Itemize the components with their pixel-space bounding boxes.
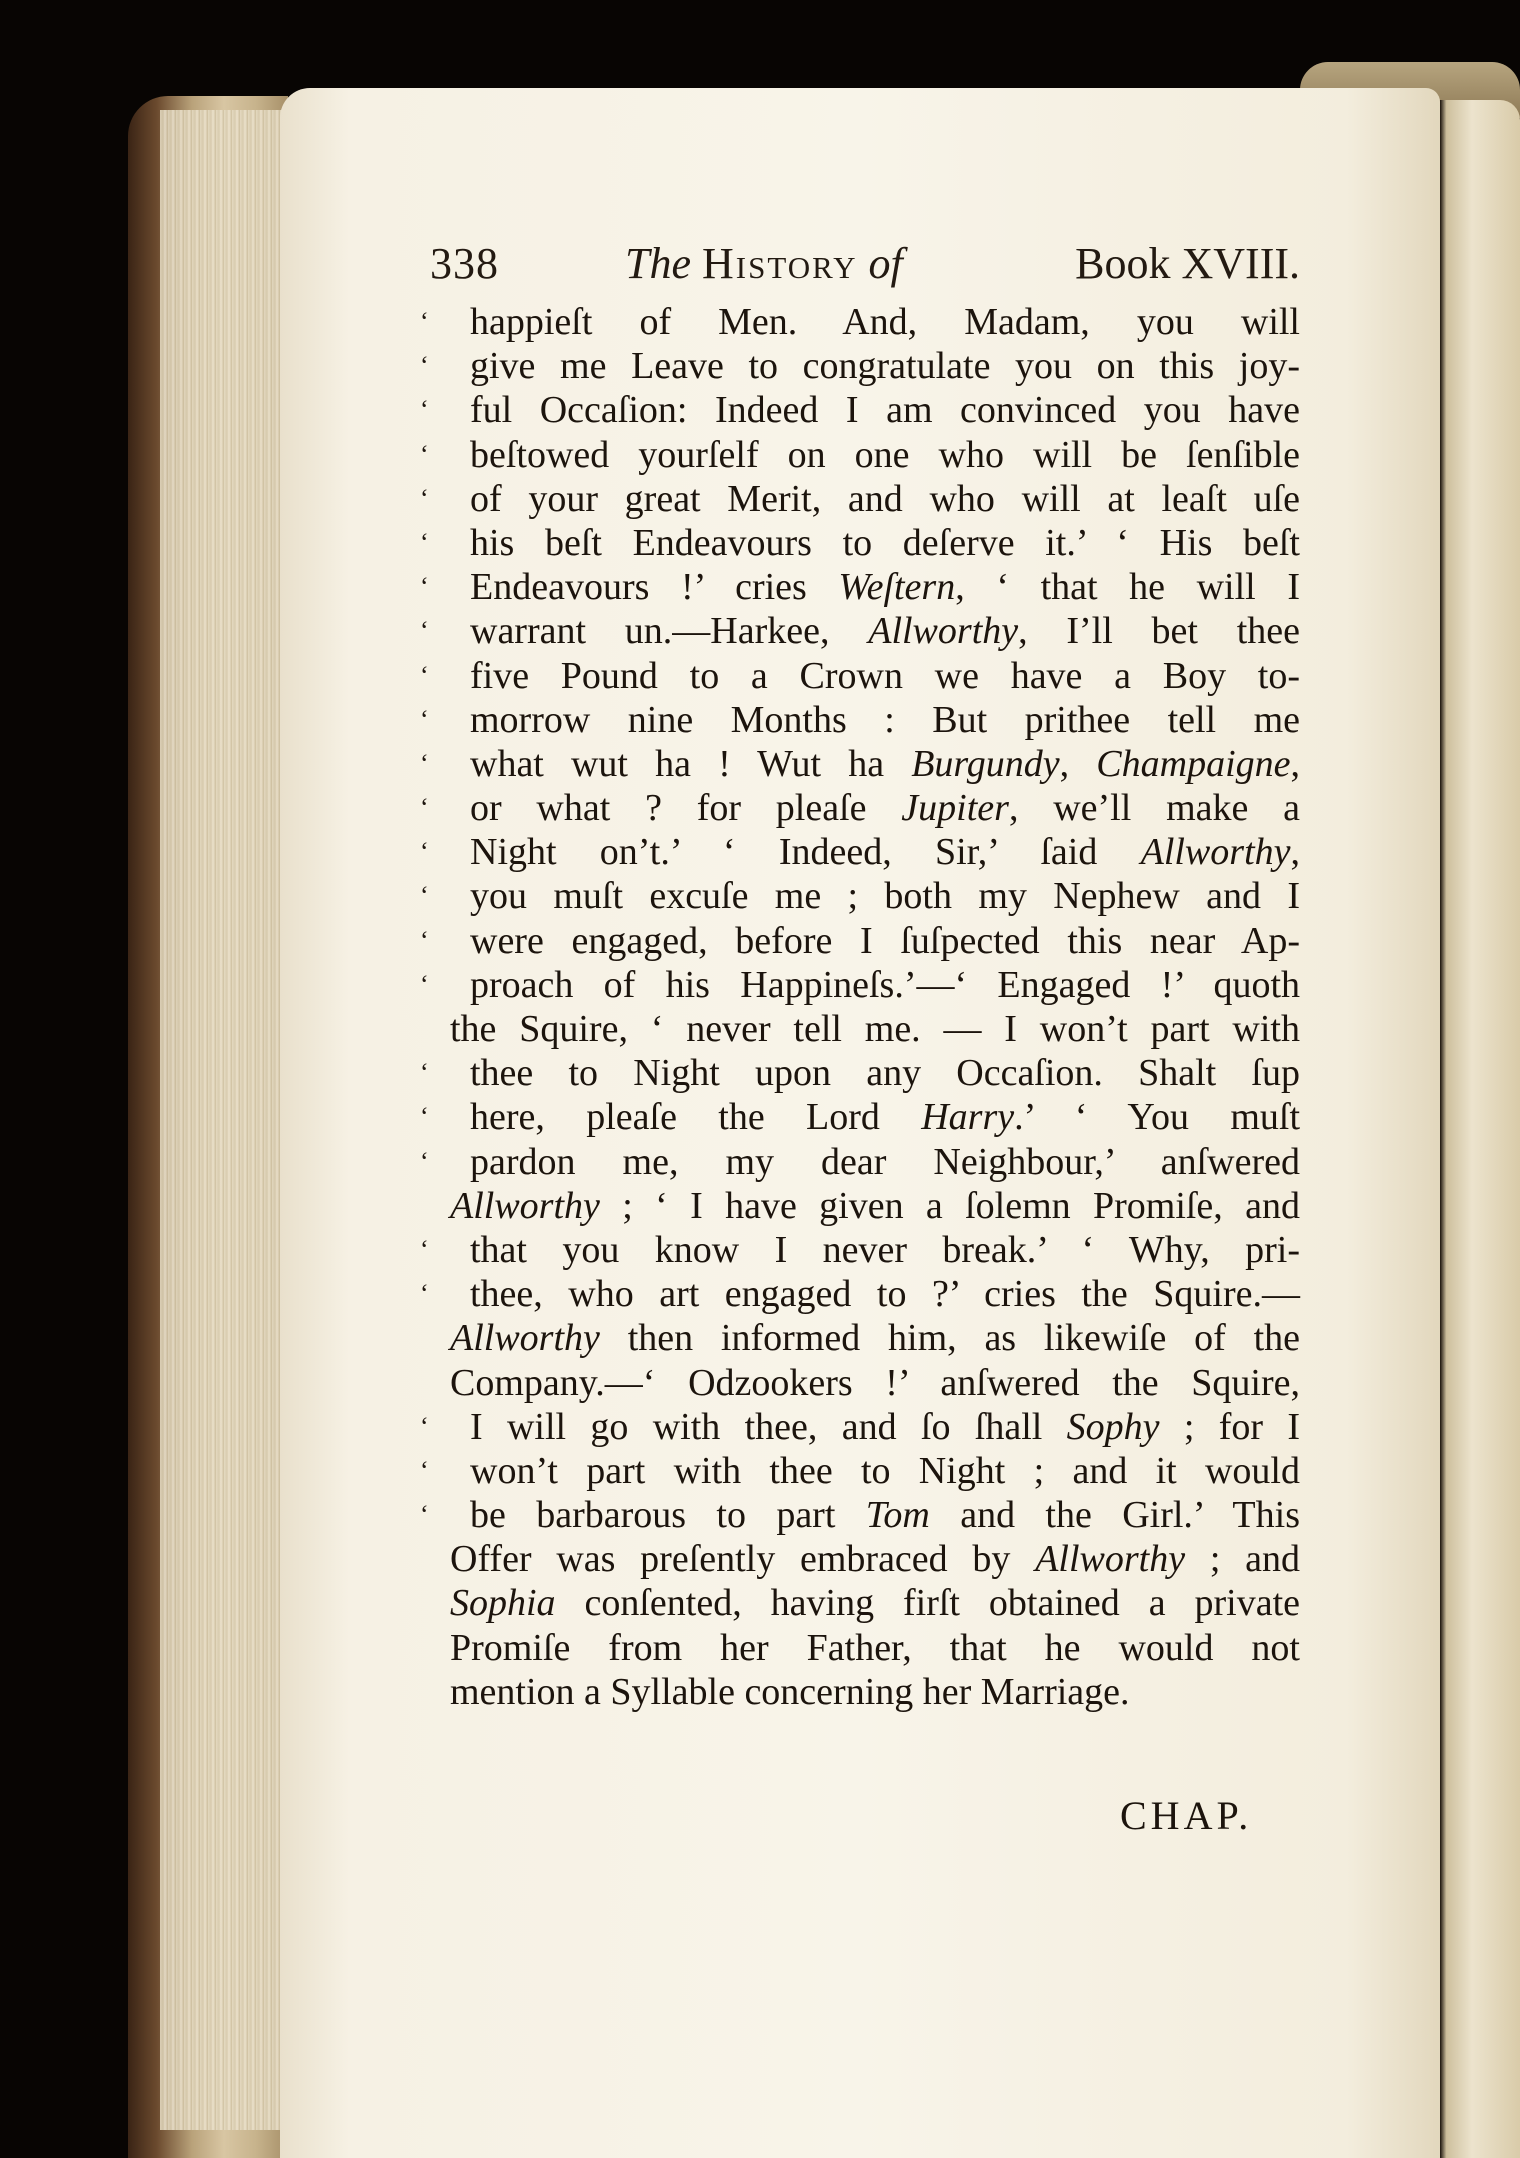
book-number: Book XVIII. — [1075, 239, 1300, 288]
text-line — [420, 698, 1300, 742]
text-line — [420, 654, 1300, 698]
text-line — [420, 742, 1300, 786]
running-title-the: The — [625, 239, 691, 288]
text-line — [420, 1581, 1300, 1625]
line-text: Promiſe from her Father, that he would not — [450, 1626, 1300, 1669]
quote-mark: ‘ — [420, 1234, 429, 1264]
text-line — [420, 1449, 1300, 1493]
text-line — [420, 477, 1300, 521]
line-text: five Pound to a Crown we have a Boy to- — [470, 654, 1300, 697]
text-line — [420, 786, 1300, 830]
quote-mark: ‘ — [420, 748, 429, 778]
text-line — [420, 1626, 1300, 1670]
page-stack-edge — [160, 110, 290, 2130]
text-line — [420, 1361, 1300, 1405]
quote-mark: ‘ — [420, 1455, 429, 1485]
text-line — [420, 830, 1300, 874]
text-line — [420, 874, 1300, 918]
text-line — [420, 1095, 1300, 1139]
line-text: ful Occaſion: Indeed I am convinced you have — [470, 389, 1300, 432]
quote-mark: ‘ — [420, 439, 429, 469]
text-line — [420, 1316, 1300, 1360]
quote-mark: ‘ — [420, 1411, 429, 1441]
facing-page — [1440, 100, 1520, 2158]
line-text: thee, who art engaged to ?’ cries the Squire.— — [470, 1273, 1300, 1316]
line-text: warrant un.—Harkee, Allworthy, I’ll bet thee — [470, 610, 1300, 653]
line-text: pardon me, my dear Neighbour,’ anſwered — [470, 1140, 1300, 1183]
line-text: be barbarous to part Tom and the Girl.’ This — [470, 1494, 1300, 1537]
quote-mark: ‘ — [420, 969, 429, 999]
text-line — [420, 1007, 1300, 1051]
line-text: won’t part with thee to Night ; and it would — [470, 1449, 1300, 1492]
quote-mark: ‘ — [420, 1058, 429, 1088]
running-title-of: of — [868, 239, 903, 288]
text-line — [420, 963, 1300, 1007]
text-line — [420, 1405, 1300, 1449]
text-line — [420, 1537, 1300, 1581]
text-line — [420, 1493, 1300, 1537]
text-line — [420, 565, 1300, 609]
text-line — [420, 1051, 1300, 1095]
quote-mark: ‘ — [420, 307, 429, 336]
line-text: thee to Night upon any Occaſion. Shalt ſup — [470, 1052, 1300, 1095]
line-text: his beſt Endeavours to deſerve it.’ ‘ His beſt — [470, 521, 1300, 564]
text-line — [420, 919, 1300, 963]
quote-mark: ‘ — [420, 881, 429, 911]
quote-mark: ‘ — [420, 793, 429, 823]
line-text: you muſt excuſe me ; both my Nephew and I — [470, 875, 1300, 918]
quote-mark: ‘ — [420, 395, 429, 425]
line-text: Night on’t.’ ‘ Indeed, Sir,’ ſaid Allworthy, — [470, 831, 1300, 874]
line-text: of your great Merit, and who will at leaſt uſe — [470, 477, 1300, 520]
quote-mark: ‘ — [420, 704, 429, 734]
line-text: happieſt of Men. And, Madam, you will — [470, 301, 1300, 343]
line-text: proach of his Happineſs.’—‘ Engaged !’ quoth — [470, 963, 1300, 1006]
text-line — [420, 609, 1300, 653]
text-line — [420, 1228, 1300, 1272]
line-text: Endeavours !’ cries Weſtern, ‘ that he will I — [470, 566, 1300, 609]
line-text: morrow nine Months : But prithee tell me — [470, 698, 1300, 741]
body-text — [420, 300, 1300, 1714]
line-text: the Squire, ‘ never tell me. — I won’t part with — [450, 1008, 1300, 1050]
line-text: that you know I never break.’ ‘ Why, pri- — [470, 1228, 1300, 1271]
quote-mark: ‘ — [420, 483, 429, 513]
line-text: here, pleaſe the Lord Harry.’ ‘ You muſt — [470, 1096, 1301, 1139]
line-text: Allworthy then informed him, as likewiſe of the — [450, 1317, 1300, 1360]
quote-mark: ‘ — [420, 616, 429, 646]
line-text: or what ? for pleaſe Jupiter, we’ll make a — [470, 787, 1300, 830]
page-number: 338 — [430, 239, 499, 288]
text-line — [420, 300, 1300, 344]
text-line — [420, 1140, 1300, 1184]
line-text: beſtowed yourſelf on one who will be ſenſible — [470, 433, 1300, 476]
line-text: Offer was preſently embraced by Allworthy ; and — [450, 1538, 1300, 1581]
text-line — [420, 1272, 1300, 1316]
quote-mark: ‘ — [420, 527, 429, 557]
quote-mark: ‘ — [420, 1500, 429, 1530]
quote-mark: ‘ — [420, 572, 429, 602]
running-header — [430, 238, 1300, 298]
text-line — [420, 388, 1300, 432]
running-title — [625, 238, 903, 289]
text-line — [420, 433, 1300, 477]
line-text: were engaged, before I ſuſpected this near Ap- — [470, 919, 1300, 962]
catchword: CHAP. — [1120, 1793, 1253, 1838]
line-text: Sophia conſented, having firſt obtained a private — [450, 1582, 1300, 1625]
line-text: Company.—‘ Odzookers !’ anſwered the Squire, — [450, 1361, 1300, 1404]
text-line — [420, 1184, 1300, 1228]
line-text: I will go with thee, and ſo ſhall Sophy ; for I — [470, 1405, 1300, 1448]
line-text: mention a Syllable concerning her Marriage. — [450, 1670, 1130, 1713]
line-text: what wut ha ! Wut ha Burgundy, Champaigne, — [470, 742, 1301, 785]
text-line — [420, 1670, 1300, 1714]
quote-mark: ‘ — [420, 1279, 429, 1309]
line-text: Allworthy ; ‘ I have given a ſolemn Promiſe, and — [450, 1184, 1300, 1227]
quote-mark: ‘ — [420, 351, 429, 381]
text-line — [420, 344, 1300, 388]
quote-mark: ‘ — [420, 660, 429, 690]
quote-mark: ‘ — [420, 1146, 429, 1176]
quote-mark: ‘ — [420, 837, 429, 867]
text-line — [420, 521, 1300, 565]
running-title-history: History — [702, 239, 858, 288]
quote-mark: ‘ — [420, 1102, 429, 1132]
line-text: give me Leave to congratulate you on this joy- — [470, 345, 1300, 388]
quote-mark: ‘ — [420, 925, 429, 955]
